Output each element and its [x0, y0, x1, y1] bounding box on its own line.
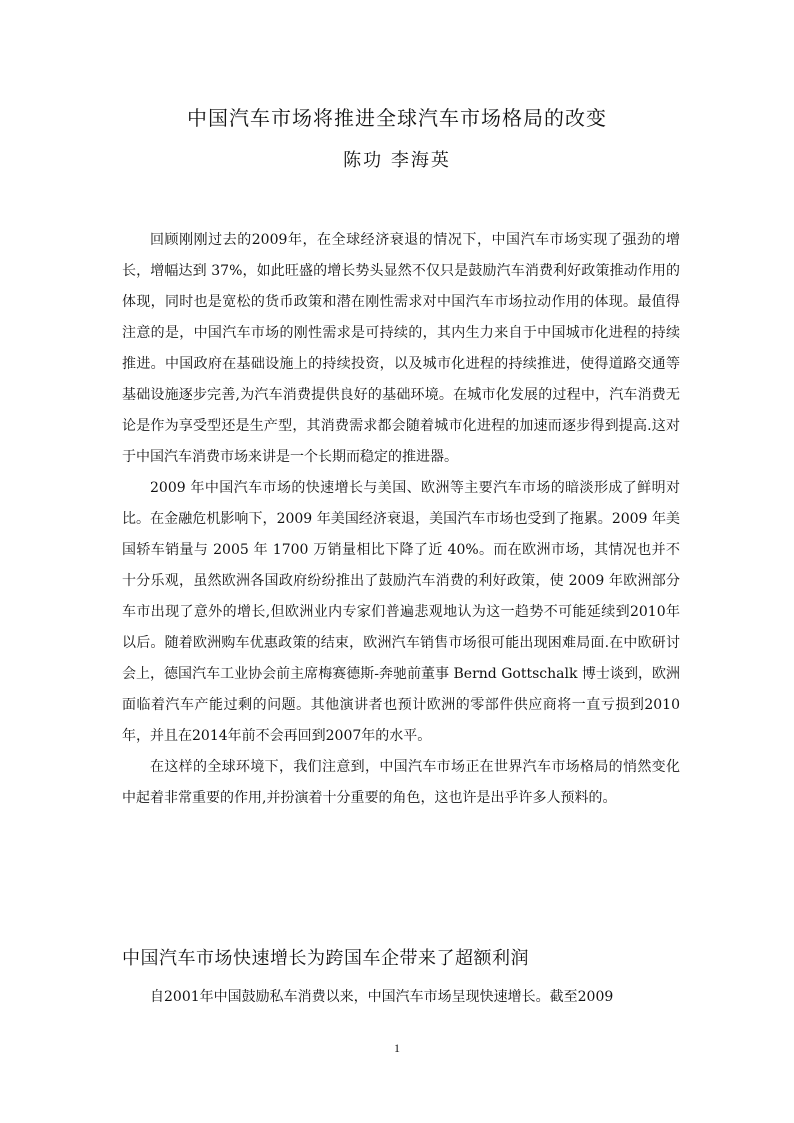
- page-number: 1: [394, 1041, 400, 1055]
- document-authors: 陈功 李海英: [343, 150, 451, 171]
- paragraph-1: 回顾刚刚过去的2009年，在全球经济衰退的情况下，中国汽车市场实现了强劲的增长，增幅达到 37%，如此旺盛的增长势头显然不仅只是鼓励汽车消费利好政策推动作用的体现，同时也是宽松的货币政策和潜在刚性需求对中国汽车市场拉动作用的体现。最值得注意的是，中国汽车市场的刚性需求是可持续的，其内生力来自于中国城市化进程的持续推进。中国政府在基础设施上的持续投资，以及城市化进程的持续推进，使得道路交通等基础设施逐步完善,为汽车消费提供良好的基础环境。在城市化发展的过程中，汽车消费无论是作为享受型还是生产型，其消费需求都会随着城市化进程的加速而逐步得到提高.这对于中国汽车消费市场来讲是一个长期而稳定的推进器。: [122, 232, 680, 465]
- paragraph-3: 在这样的全球环境下，我们注意到，中国汽车市场正在世界汽车市场格局的悄然变化中起着非常重要的作用,并扮演着十分重要的角色，这也许是出乎许多人预料的。: [122, 759, 680, 806]
- document-title: 中国汽车市场将推进全球汽车市场格局的改变: [187, 106, 607, 130]
- body-text: [122, 225, 680, 814]
- section-paragraph-1: 自2001年中国鼓励私车消费以来，中国汽车市场呈现快速增长。截至2009: [150, 989, 614, 1005]
- section-body: [122, 982, 680, 1013]
- section-heading: 中国汽车市场快速增长为跨国车企带来了超额利润: [122, 948, 529, 969]
- paragraph-2: 2009 年中国汽车市场的快速增长与美国、欧洲等主要汽车市场的暗淡形成了鲜明对比。在金融危机影响下，2009 年美国经济衰退，美国汽车市场也受到了拖累。2009 年美国轿车销量与 2005 年 1700 万销量相比下降了近 40%。而在欧洲市场，其情况也并不十分乐观，虽然欧洲各国政府纷纷推出了鼓励汽车消费的利好政策，使 2009 年欧洲部分车市出现了意外的增长,但欧洲业内专家们普遍悲观地认为这一趋势不可能延续到2010年以后。随着欧洲购车优惠政策的结束，欧洲汽车销售市场很可能出现困难局面.在中欧研讨会上，德国汽车工业协会前主席梅赛德斯-奔驰前董事 Bernd Gottschalk 博士谈到，欧洲面临着汽车产能过剩的问题。其他演讲者也预计欧洲的零部件供应商将一直亏损到2010年，并且在2014年前不会再回到2007年的水平。: [122, 480, 680, 744]
